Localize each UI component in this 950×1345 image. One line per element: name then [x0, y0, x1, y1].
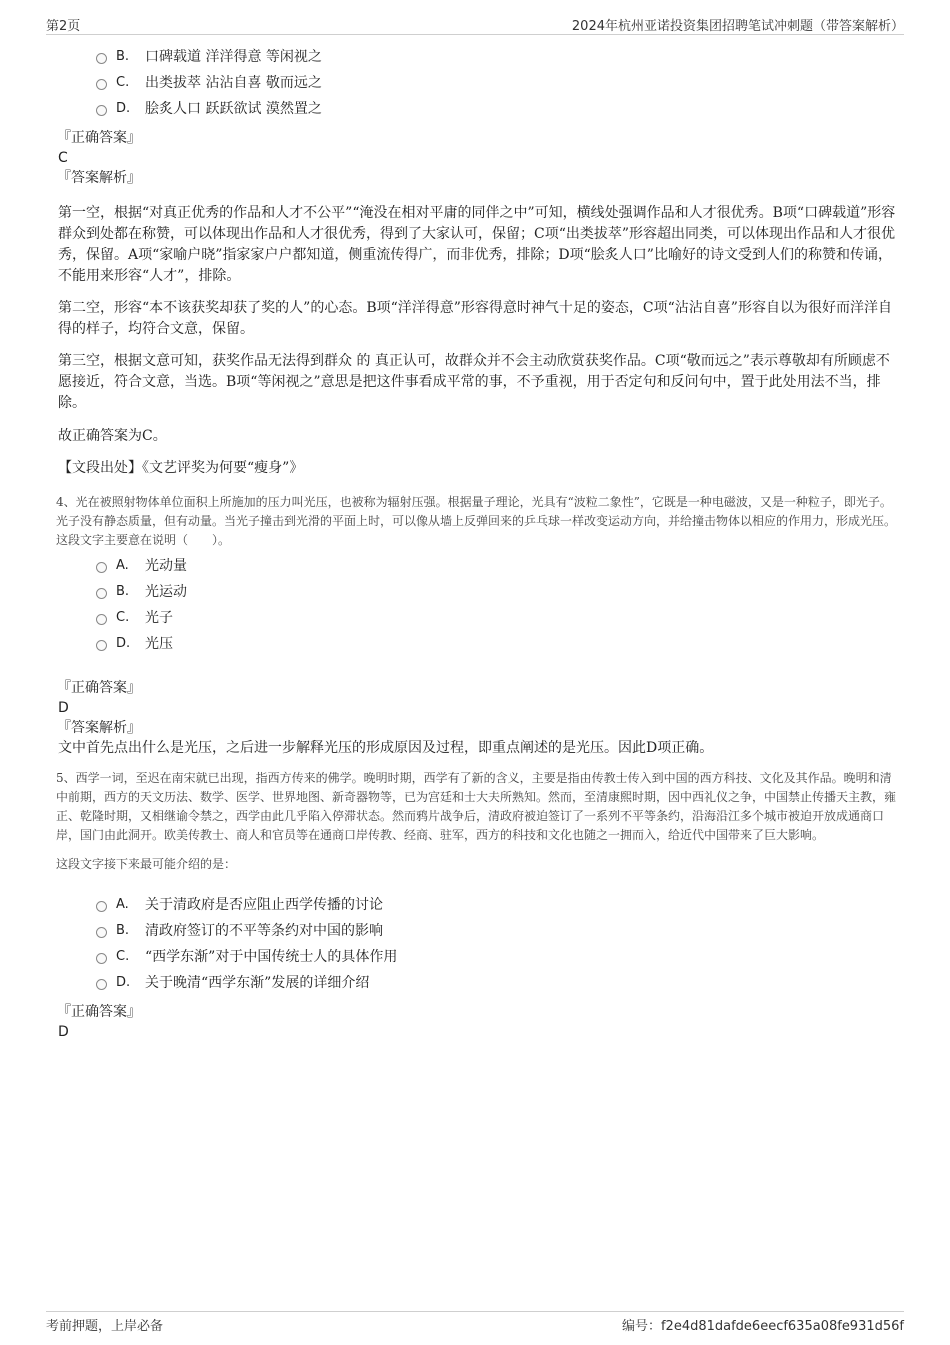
option-letter: B. [116, 49, 130, 64]
q4-option-b[interactable] [56, 579, 896, 605]
option-text: 光压 [145, 636, 173, 652]
q4-analysis: 文中首先点出什么是光压，之后进一步解释光压的形成原因及过程，即重点阐述的是光压。因此D项正确。 [58, 740, 714, 756]
q3-options [56, 44, 896, 122]
q5-option-a[interactable] [56, 892, 896, 918]
option-text: 光动量 [145, 558, 187, 574]
document-title: 2024年杭州亚诺投资集团招聘笔试冲刺题（带答案解析） [571, 19, 904, 34]
radio-icon[interactable] [96, 614, 107, 625]
option-letter: B. [116, 584, 130, 599]
option-letter: B. [116, 923, 130, 938]
option-text: 关于清政府是否应阻止西学传播的讨论 [145, 897, 383, 913]
q4-answer: D [58, 700, 69, 716]
radio-icon[interactable] [96, 53, 107, 64]
footer-slogan: 考前押题，上岸必备 [46, 1319, 164, 1334]
q5-option-d[interactable] [56, 970, 896, 996]
radio-icon[interactable] [96, 901, 107, 912]
option-letter: C. [116, 949, 130, 964]
footer-code: 编号：f2e4d81dafde6eecf635a08fe931d56f [621, 1319, 904, 1334]
option-text: 口碑载道 洋洋得意 等闲视之 [145, 49, 322, 65]
option-letter: A. [116, 897, 129, 912]
q3-option-c[interactable] [56, 70, 896, 96]
q5-question: 这段文字接下来最可能介绍的是： [56, 857, 237, 871]
radio-icon[interactable] [96, 562, 107, 573]
q5-answer: D [58, 1024, 69, 1040]
page-content [56, 44, 896, 1042]
q3-analysis-label: 『答案解析』 [57, 170, 141, 186]
option-text: 脍炙人口 跃跃欲试 漠然置之 [145, 101, 322, 117]
q5-option-b[interactable] [56, 918, 896, 944]
q4-question: 这段文字主要意在说明（ ）。 [56, 533, 231, 547]
q3-option-b[interactable] [56, 44, 896, 70]
option-letter: D. [116, 975, 131, 990]
q4-option-d[interactable] [56, 631, 896, 657]
q3-source: 【文段出处】《文艺评奖为何要“瘦身”》 [58, 460, 304, 476]
option-letter: D. [116, 636, 131, 651]
q4-analysis-label: 『答案解析』 [57, 720, 141, 736]
radio-icon[interactable] [96, 640, 107, 651]
q5-answer-label: 『正确答案』 [57, 1004, 141, 1020]
option-text: 光运动 [145, 584, 187, 600]
q4-option-a[interactable] [56, 553, 896, 579]
radio-icon[interactable] [96, 927, 107, 938]
radio-icon[interactable] [96, 105, 107, 116]
radio-icon[interactable] [96, 953, 107, 964]
q3-option-d[interactable] [56, 96, 896, 122]
option-text: 出类拔萃 沾沾自喜 敬而远之 [145, 75, 322, 91]
page-footer [46, 1311, 904, 1334]
option-text: 清政府签订的不平等条约对中国的影响 [145, 923, 383, 939]
radio-icon[interactable] [96, 588, 107, 599]
q4-stem: 4、光在被照射物体单位面积上所施加的压力叫光压，也被称为辐射压强。根据量子理论，光具有“波粒二象性”，它既是一种电磁波，又是一种粒子，即光子。光子没有静态质量，但有动量。当光子撞击到光滑的平面上时，可以像从墙上反弹回来的乒乓球一样改变运动方向，并给撞击物体以相应的作用力，形成光压。 [56, 495, 897, 528]
option-text: 关于晚清“西学东渐”发展的详细介绍 [145, 975, 370, 991]
radio-icon[interactable] [96, 979, 107, 990]
q3-answer-label: 『正确答案』 [57, 130, 141, 146]
option-letter: D. [116, 101, 131, 116]
q3-answer: C [58, 150, 68, 166]
q5-options [56, 892, 896, 996]
option-letter: A. [116, 558, 129, 573]
q5-option-c[interactable] [56, 944, 896, 970]
q3-analysis-conclusion: 故正确答案为C。 [58, 428, 167, 444]
option-letter: C. [116, 610, 130, 625]
q5-stem: 5、西学一词，至迟在南宋就已出现，指西方传来的佛学。晚明时期，西学有了新的含义，主要是指由传教士传入到中国的西方科技、文化及其作品。晚明和清中前期，西方的天文历法、数学、医学、世界地图、新奇器物等，已为宫廷和士大夫所熟知。然而，至清康熙时期，因中西礼仪之争，中国禁止传播天主教，雍正、乾隆时期，又相继谕令禁之，西学由此几乎陷入停滞状态。然而鸦片战争后，清政府被迫签订了一系列不平等条约，沿海沿江多个城市被迫开放成通商口岸，国门由此洞开。欧美传教士、商人和官员等在通商口岸传教、经商、驻军，西方的科技和文化也随之一拥而入，给近代中国带来了巨大影响。 [56, 771, 897, 842]
page-number: 第2页 [46, 19, 81, 34]
q3-analysis-para-2: 第二空，形容“本不该获奖却获了奖的人”的心态。B项“洋洋得意”形容得意时神气十足的姿态，C项“沾沾自喜”形容自以为很好而洋洋自得的样子，均符合文意，保留。 [58, 300, 892, 337]
q4-answer-label: 『正确答案』 [57, 680, 141, 696]
radio-icon[interactable] [96, 79, 107, 90]
page-header [46, 0, 904, 35]
option-text: “西学东渐”对于中国传统士人的具体作用 [145, 949, 398, 965]
option-text: 光子 [145, 610, 173, 626]
option-letter: C. [116, 75, 130, 90]
q4-option-c[interactable] [56, 605, 896, 631]
q3-analysis-para-1: 第一空，根据“对真正优秀的作品和人才不公平”“淹没在相对平庸的同伴之中”可知，横线处强调作品和人才很优秀。B项“口碑载道”形容群众到处都在称赞，可以体现出作品和人才很优秀，得到了大家认可，保留；C项“出类拔萃”形容超出同类，可以体现出作品和人才很优秀，保留。A项“家喻户晓”指家家户户都知道，侧重流传得广，而非优秀，排除；D项“脍炙人口”比喻好的诗文受到人们的称赞和传诵，不能用来形容“人才”，排除。 [58, 205, 896, 284]
q3-analysis-para-3: 第三空，根据文意可知，获奖作品无法得到群众 的 真正认可，故群众并不会主动欣赏获奖作品。C项“敬而远之”表示尊敬却有所顾虑不愿接近，符合文意，当选。B项“等闲视之”意思是把这件事看成平常的事，不予重视，用于否定句和反问句中，置于此处用法不当，排除。 [58, 353, 890, 411]
q4-options [56, 553, 896, 657]
